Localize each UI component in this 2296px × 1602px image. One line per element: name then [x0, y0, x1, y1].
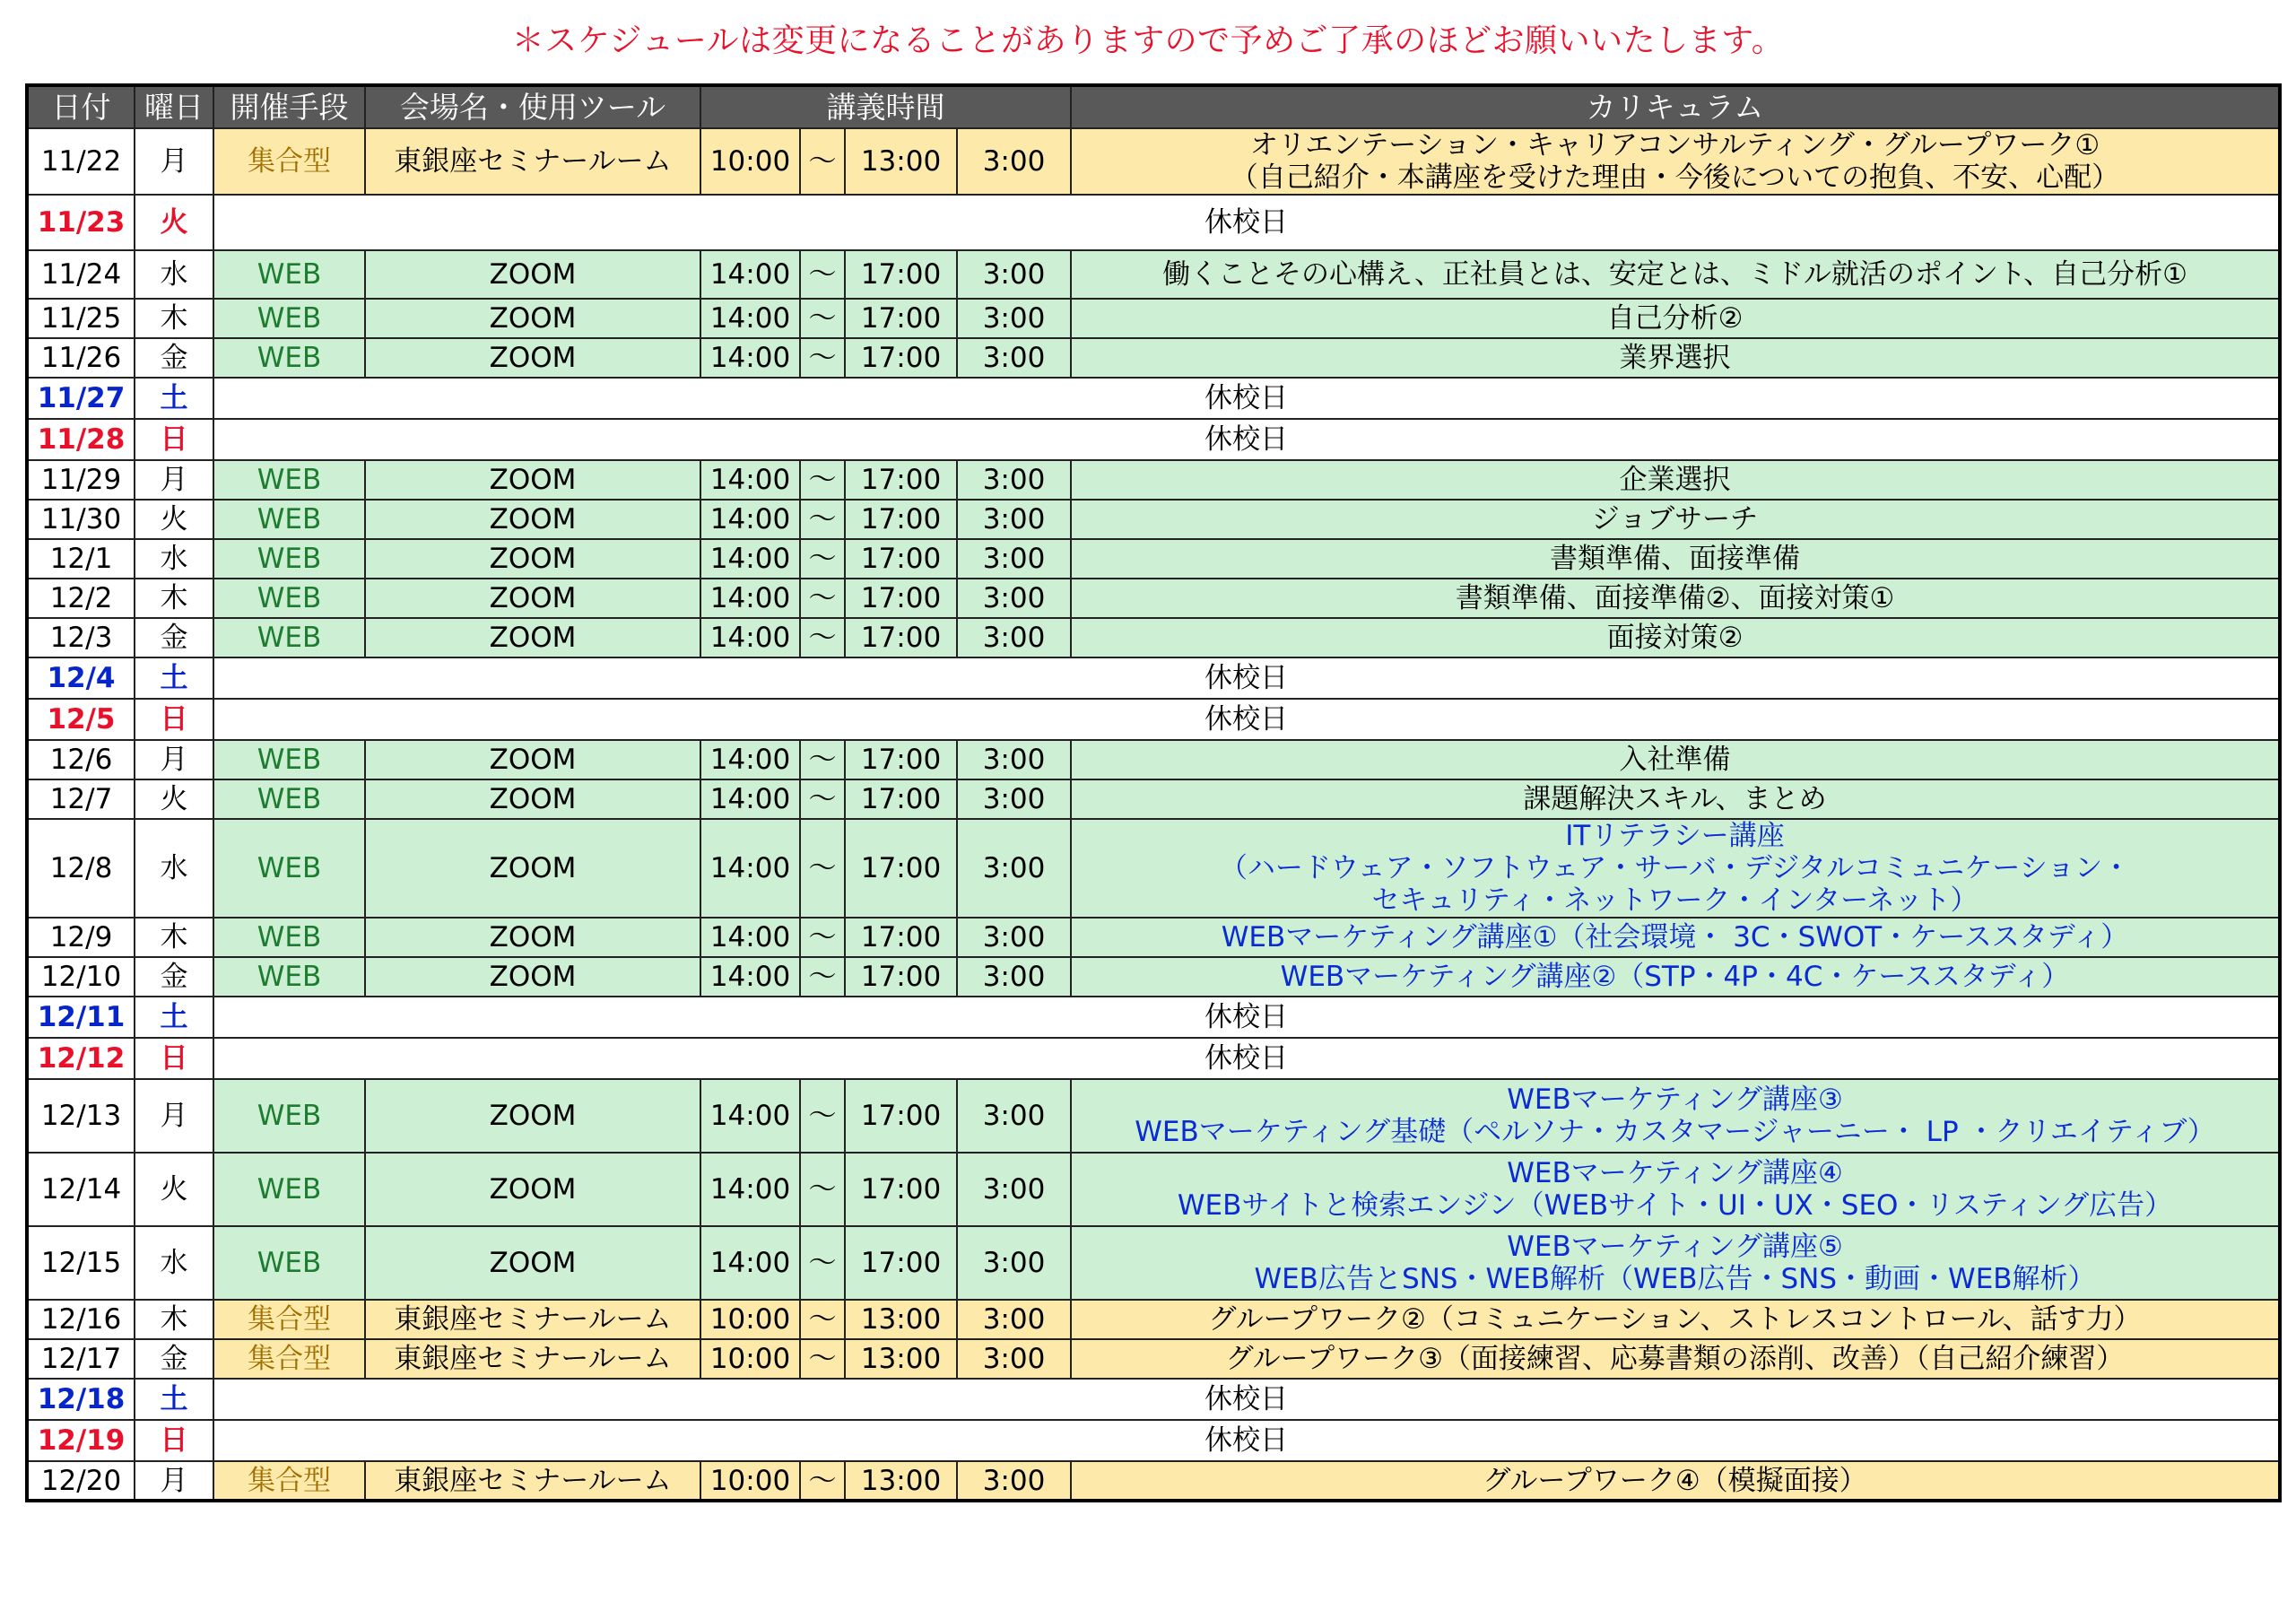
curriculum-line: WEBマーケティング講座①（社会環境・ 3C・SWOT・ケーススタディ）: [1221, 921, 2129, 953]
table-row: [27, 918, 2280, 957]
holiday-label: 休校日: [213, 657, 2280, 699]
start-time-cell: 14:00: [700, 460, 800, 500]
method-cell: WEB: [213, 539, 365, 579]
day-cell: 火: [135, 195, 213, 250]
duration-cell: 3:00: [957, 918, 1071, 957]
table-row: [27, 1339, 2280, 1379]
venue-cell: ZOOM: [365, 740, 700, 779]
date-cell: 12/6: [27, 740, 135, 779]
tilde-cell: ～: [800, 1461, 845, 1501]
curriculum-cell: [1071, 250, 2280, 299]
date-cell: 12/20: [27, 1461, 135, 1501]
curriculum-line: 面接対策②: [1606, 622, 1744, 654]
holiday-row: [27, 657, 2280, 699]
end-time-cell: 17:00: [845, 1153, 957, 1226]
curriculum-line: 企業選択: [1619, 464, 1731, 496]
date-cell: 12/10: [27, 957, 135, 997]
tilde-cell: ～: [800, 579, 845, 618]
venue-cell: 東銀座セミナールーム: [365, 1461, 700, 1501]
end-time-cell: 17:00: [845, 740, 957, 779]
method-cell: WEB: [213, 250, 365, 299]
header-method: 開催手段: [213, 85, 365, 128]
venue-cell: ZOOM: [365, 819, 700, 918]
date-cell: 12/19: [27, 1420, 135, 1461]
curriculum-line: オリエンテーション・キャリアコンサルティング・グループワーク①: [1249, 129, 2100, 161]
day-cell: 日: [135, 1420, 213, 1461]
start-time-cell: 14:00: [700, 250, 800, 299]
venue-cell: ZOOM: [365, 299, 700, 338]
venue-cell: ZOOM: [365, 579, 700, 618]
start-time-cell: 14:00: [700, 338, 800, 378]
tilde-cell: ～: [800, 779, 845, 819]
day-cell: 月: [135, 1461, 213, 1501]
day-cell: 月: [135, 740, 213, 779]
day-cell: 月: [135, 1079, 213, 1153]
date-cell: 12/17: [27, 1339, 135, 1379]
duration-cell: 3:00: [957, 1153, 1071, 1226]
start-time-cell: 10:00: [700, 1461, 800, 1501]
table-row: [27, 819, 2280, 918]
duration-cell: 3:00: [957, 618, 1071, 657]
table-row: [27, 460, 2280, 500]
table-row: [27, 1079, 2280, 1153]
end-time-cell: 17:00: [845, 1079, 957, 1153]
day-cell: 水: [135, 539, 213, 579]
duration-cell: 3:00: [957, 128, 1071, 195]
tilde-cell: ～: [800, 299, 845, 338]
start-time-cell: 14:00: [700, 1226, 800, 1300]
end-time-cell: 17:00: [845, 918, 957, 957]
day-cell: 金: [135, 338, 213, 378]
curriculum-line: 書類準備、面接準備②、面接対策①: [1455, 582, 1895, 614]
end-time-cell: 17:00: [845, 618, 957, 657]
tilde-cell: ～: [800, 1153, 845, 1226]
end-time-cell: 13:00: [845, 128, 957, 195]
header-time: 講義時間: [700, 85, 1071, 128]
day-cell: 火: [135, 779, 213, 819]
curriculum-cell: [1071, 740, 2280, 779]
venue-cell: ZOOM: [365, 618, 700, 657]
tilde-cell: ～: [800, 250, 845, 299]
start-time-cell: 14:00: [700, 740, 800, 779]
method-cell: WEB: [213, 779, 365, 819]
method-cell: WEB: [213, 299, 365, 338]
day-cell: 日: [135, 1038, 213, 1079]
method-cell: WEB: [213, 1226, 365, 1300]
tilde-cell: ～: [800, 500, 845, 539]
curriculum-cell: [1071, 579, 2280, 618]
table-row: [27, 1461, 2280, 1501]
tilde-cell: ～: [800, 1079, 845, 1153]
date-cell: 11/24: [27, 250, 135, 299]
curriculum-line: 入社準備: [1619, 744, 1731, 776]
end-time-cell: 13:00: [845, 1339, 957, 1379]
duration-cell: 3:00: [957, 299, 1071, 338]
venue-cell: 東銀座セミナールーム: [365, 128, 700, 195]
table-row: [27, 957, 2280, 997]
curriculum-line: グループワーク④（模擬面接）: [1483, 1464, 1867, 1497]
duration-cell: 3:00: [957, 740, 1071, 779]
duration-cell: 3:00: [957, 500, 1071, 539]
holiday-label: 休校日: [213, 378, 2280, 419]
date-cell: 12/18: [27, 1379, 135, 1420]
tilde-cell: ～: [800, 740, 845, 779]
curriculum-cell: [1071, 618, 2280, 657]
curriculum-cell: [1071, 338, 2280, 378]
method-cell: WEB: [213, 957, 365, 997]
start-time-cell: 14:00: [700, 819, 800, 918]
date-cell: 11/22: [27, 128, 135, 195]
duration-cell: 3:00: [957, 460, 1071, 500]
curriculum-line: 業界選択: [1619, 342, 1731, 374]
day-cell: 金: [135, 957, 213, 997]
curriculum-cell: [1071, 299, 2280, 338]
curriculum-line: WEBマーケティング講座②（STP・4P・4C・ケーススタディ）: [1280, 961, 2070, 993]
date-cell: 12/11: [27, 997, 135, 1038]
method-cell: WEB: [213, 1153, 365, 1226]
holiday-label: 休校日: [213, 419, 2280, 460]
holiday-row: [27, 699, 2280, 740]
venue-cell: ZOOM: [365, 918, 700, 957]
method-cell: WEB: [213, 819, 365, 918]
date-cell: 12/1: [27, 539, 135, 579]
end-time-cell: 17:00: [845, 299, 957, 338]
duration-cell: 3:00: [957, 957, 1071, 997]
venue-cell: 東銀座セミナールーム: [365, 1300, 700, 1339]
table-row: [27, 299, 2280, 338]
method-cell: 集合型: [213, 1339, 365, 1379]
curriculum-line: （自己紹介・本講座を受けた理由・今後についての抱負、不安、心配）: [1230, 161, 2120, 194]
method-cell: WEB: [213, 1079, 365, 1153]
curriculum-line: WEB広告とSNS・WEB解析（WEB広告・SNS・動画・WEB解析）: [1254, 1263, 2096, 1295]
method-cell: 集合型: [213, 1300, 365, 1339]
date-cell: 12/7: [27, 779, 135, 819]
curriculum-line: ITリテラシー講座: [1565, 820, 1785, 852]
table-row: [27, 539, 2280, 579]
day-cell: 日: [135, 419, 213, 460]
date-cell: 11/29: [27, 460, 135, 500]
holiday-label: 休校日: [213, 699, 2280, 740]
curriculum-cell: [1071, 128, 2280, 195]
duration-cell: 3:00: [957, 1226, 1071, 1300]
end-time-cell: 17:00: [845, 957, 957, 997]
curriculum-cell: [1071, 1461, 2280, 1501]
holiday-row: [27, 1038, 2280, 1079]
end-time-cell: 17:00: [845, 250, 957, 299]
table-row: [27, 579, 2280, 618]
day-cell: 火: [135, 1153, 213, 1226]
day-cell: 火: [135, 500, 213, 539]
duration-cell: 3:00: [957, 819, 1071, 918]
method-cell: WEB: [213, 460, 365, 500]
duration-cell: 3:00: [957, 1300, 1071, 1339]
curriculum-line: 課題解決スキル、まとめ: [1523, 783, 1827, 815]
tilde-cell: ～: [800, 957, 845, 997]
method-cell: WEB: [213, 618, 365, 657]
header-venue: 会場名・使用ツール: [365, 85, 700, 128]
date-cell: 12/5: [27, 699, 135, 740]
curriculum-cell: [1071, 1339, 2280, 1379]
date-cell: 12/8: [27, 819, 135, 918]
curriculum-line: WEBマーケティング講座⑤: [1507, 1231, 1843, 1263]
start-time-cell: 14:00: [700, 579, 800, 618]
method-cell: WEB: [213, 740, 365, 779]
date-cell: 11/27: [27, 378, 135, 419]
curriculum-cell: [1071, 460, 2280, 500]
schedule-change-notice: ＊スケジュールは変更になることがありますので予めご了承のほどお願いいたします。: [511, 22, 1785, 59]
venue-cell: ZOOM: [365, 500, 700, 539]
header-day: 曜日: [135, 85, 213, 128]
curriculum-cell: [1071, 918, 2280, 957]
day-cell: 木: [135, 1300, 213, 1339]
start-time-cell: 14:00: [700, 1079, 800, 1153]
start-time-cell: 14:00: [700, 299, 800, 338]
holiday-row: [27, 997, 2280, 1038]
curriculum-cell: [1071, 1226, 2280, 1300]
method-cell: WEB: [213, 579, 365, 618]
curriculum-line: 働くことその心構え、正社員とは、安定とは、ミドル就活のポイント、自己分析①: [1162, 258, 2187, 291]
holiday-row: [27, 195, 2280, 250]
venue-cell: ZOOM: [365, 460, 700, 500]
curriculum-line: WEBマーケティング講座③: [1507, 1084, 1843, 1116]
curriculum-cell: [1071, 957, 2280, 997]
date-cell: 12/3: [27, 618, 135, 657]
schedule-body: [27, 128, 2280, 1501]
venue-cell: ZOOM: [365, 1079, 700, 1153]
curriculum-line: グループワーク③（面接練習、応募書類の添削、改善）（自己紹介練習）: [1225, 1343, 2125, 1375]
date-cell: 12/4: [27, 657, 135, 699]
header-curriculum: カリキュラム: [1071, 85, 2280, 128]
date-cell: 12/13: [27, 1079, 135, 1153]
venue-cell: ZOOM: [365, 250, 700, 299]
curriculum-line: WEBマーケティング基礎（ペルソナ・カスタマージャーニー・ LP ・クリエイティブ）: [1135, 1116, 2215, 1148]
holiday-row: [27, 1420, 2280, 1461]
duration-cell: 3:00: [957, 1339, 1071, 1379]
end-time-cell: 17:00: [845, 579, 957, 618]
tilde-cell: ～: [800, 618, 845, 657]
tilde-cell: ～: [800, 1339, 845, 1379]
end-time-cell: 17:00: [845, 1226, 957, 1300]
end-time-cell: 17:00: [845, 338, 957, 378]
table-row: [27, 1300, 2280, 1339]
curriculum-cell: [1071, 539, 2280, 579]
curriculum-line: WEBマーケティング講座④: [1507, 1157, 1843, 1189]
duration-cell: 3:00: [957, 338, 1071, 378]
venue-cell: ZOOM: [365, 1153, 700, 1226]
end-time-cell: 13:00: [845, 1461, 957, 1501]
start-time-cell: 14:00: [700, 500, 800, 539]
date-cell: 11/25: [27, 299, 135, 338]
header-date: 日付: [27, 85, 135, 128]
table-row: [27, 618, 2280, 657]
tilde-cell: ～: [800, 1226, 845, 1300]
curriculum-cell: [1071, 1079, 2280, 1153]
method-cell: 集合型: [213, 1461, 365, 1501]
curriculum-cell: [1071, 500, 2280, 539]
holiday-row: [27, 419, 2280, 460]
start-time-cell: 14:00: [700, 918, 800, 957]
duration-cell: 3:00: [957, 1079, 1071, 1153]
method-cell: WEB: [213, 918, 365, 957]
curriculum-line: グループワーク②（コミュニケーション、ストレスコントロール、話す力）: [1208, 1303, 2142, 1336]
curriculum-cell: [1071, 1153, 2280, 1226]
start-time-cell: 14:00: [700, 957, 800, 997]
table-header-row: [27, 85, 2280, 128]
holiday-row: [27, 1379, 2280, 1420]
day-cell: 木: [135, 299, 213, 338]
table-row: [27, 1226, 2280, 1300]
table-row: [27, 128, 2280, 195]
start-time-cell: 10:00: [700, 128, 800, 195]
table-row: [27, 1153, 2280, 1226]
day-cell: 月: [135, 460, 213, 500]
table-row: [27, 338, 2280, 378]
start-time-cell: 14:00: [700, 1153, 800, 1226]
end-time-cell: 17:00: [845, 539, 957, 579]
end-time-cell: 17:00: [845, 779, 957, 819]
day-cell: 金: [135, 1339, 213, 1379]
date-cell: 11/26: [27, 338, 135, 378]
start-time-cell: 14:00: [700, 618, 800, 657]
duration-cell: 3:00: [957, 250, 1071, 299]
day-cell: 土: [135, 378, 213, 419]
venue-cell: ZOOM: [365, 779, 700, 819]
curriculum-line: ジョブサーチ: [1591, 503, 1759, 535]
curriculum-cell: [1071, 779, 2280, 819]
holiday-label: 休校日: [213, 997, 2280, 1038]
curriculum-line: WEBサイトと検索エンジン（WEBサイト・UI・UX・SEO・リスティング広告）: [1177, 1189, 2173, 1222]
table-row: [27, 500, 2280, 539]
tilde-cell: ～: [800, 1300, 845, 1339]
curriculum-line: 書類準備、面接準備: [1550, 543, 1800, 575]
day-cell: 土: [135, 997, 213, 1038]
start-time-cell: 10:00: [700, 1300, 800, 1339]
date-cell: 12/2: [27, 579, 135, 618]
tilde-cell: ～: [800, 128, 845, 195]
date-cell: 11/23: [27, 195, 135, 250]
curriculum-line: セキュリティ・ネットワーク・インターネット）: [1371, 884, 1979, 917]
date-cell: 12/15: [27, 1226, 135, 1300]
curriculum-cell: [1071, 819, 2280, 918]
curriculum-line: 自己分析②: [1606, 302, 1744, 335]
table-row: [27, 779, 2280, 819]
venue-cell: ZOOM: [365, 539, 700, 579]
table-row: [27, 250, 2280, 299]
day-cell: 水: [135, 819, 213, 918]
date-cell: 12/14: [27, 1153, 135, 1226]
tilde-cell: ～: [800, 539, 845, 579]
tilde-cell: ～: [800, 460, 845, 500]
venue-cell: 東銀座セミナールーム: [365, 1339, 700, 1379]
curriculum-cell: [1071, 1300, 2280, 1339]
start-time-cell: 10:00: [700, 1339, 800, 1379]
holiday-label: 休校日: [213, 1038, 2280, 1079]
duration-cell: 3:00: [957, 1461, 1071, 1501]
tilde-cell: ～: [800, 918, 845, 957]
venue-cell: ZOOM: [365, 338, 700, 378]
date-cell: 11/30: [27, 500, 135, 539]
date-cell: 12/16: [27, 1300, 135, 1339]
schedule-table: [25, 83, 2282, 1502]
venue-cell: ZOOM: [365, 1226, 700, 1300]
day-cell: 水: [135, 1226, 213, 1300]
method-cell: WEB: [213, 338, 365, 378]
venue-cell: ZOOM: [365, 957, 700, 997]
end-time-cell: 17:00: [845, 500, 957, 539]
end-time-cell: 17:00: [845, 460, 957, 500]
date-cell: 11/28: [27, 419, 135, 460]
method-cell: 集合型: [213, 128, 365, 195]
method-cell: WEB: [213, 500, 365, 539]
day-cell: 木: [135, 918, 213, 957]
start-time-cell: 14:00: [700, 539, 800, 579]
table-row: [27, 740, 2280, 779]
duration-cell: 3:00: [957, 539, 1071, 579]
day-cell: 日: [135, 699, 213, 740]
date-cell: 12/9: [27, 918, 135, 957]
end-time-cell: 13:00: [845, 1300, 957, 1339]
day-cell: 土: [135, 1379, 213, 1420]
start-time-cell: 14:00: [700, 779, 800, 819]
day-cell: 月: [135, 128, 213, 195]
holiday-label: 休校日: [213, 1379, 2280, 1420]
duration-cell: 3:00: [957, 779, 1071, 819]
end-time-cell: 17:00: [845, 819, 957, 918]
holiday-label: 休校日: [213, 195, 2280, 250]
duration-cell: 3:00: [957, 579, 1071, 618]
date-cell: 12/12: [27, 1038, 135, 1079]
tilde-cell: ～: [800, 338, 845, 378]
day-cell: 水: [135, 250, 213, 299]
curriculum-line: （ハードウェア・ソフトウェア・サーバ・デジタルコミュニケーション・: [1219, 852, 2131, 884]
day-cell: 金: [135, 618, 213, 657]
tilde-cell: ～: [800, 819, 845, 918]
day-cell: 木: [135, 579, 213, 618]
day-cell: 土: [135, 657, 213, 699]
holiday-row: [27, 378, 2280, 419]
holiday-label: 休校日: [213, 1420, 2280, 1461]
